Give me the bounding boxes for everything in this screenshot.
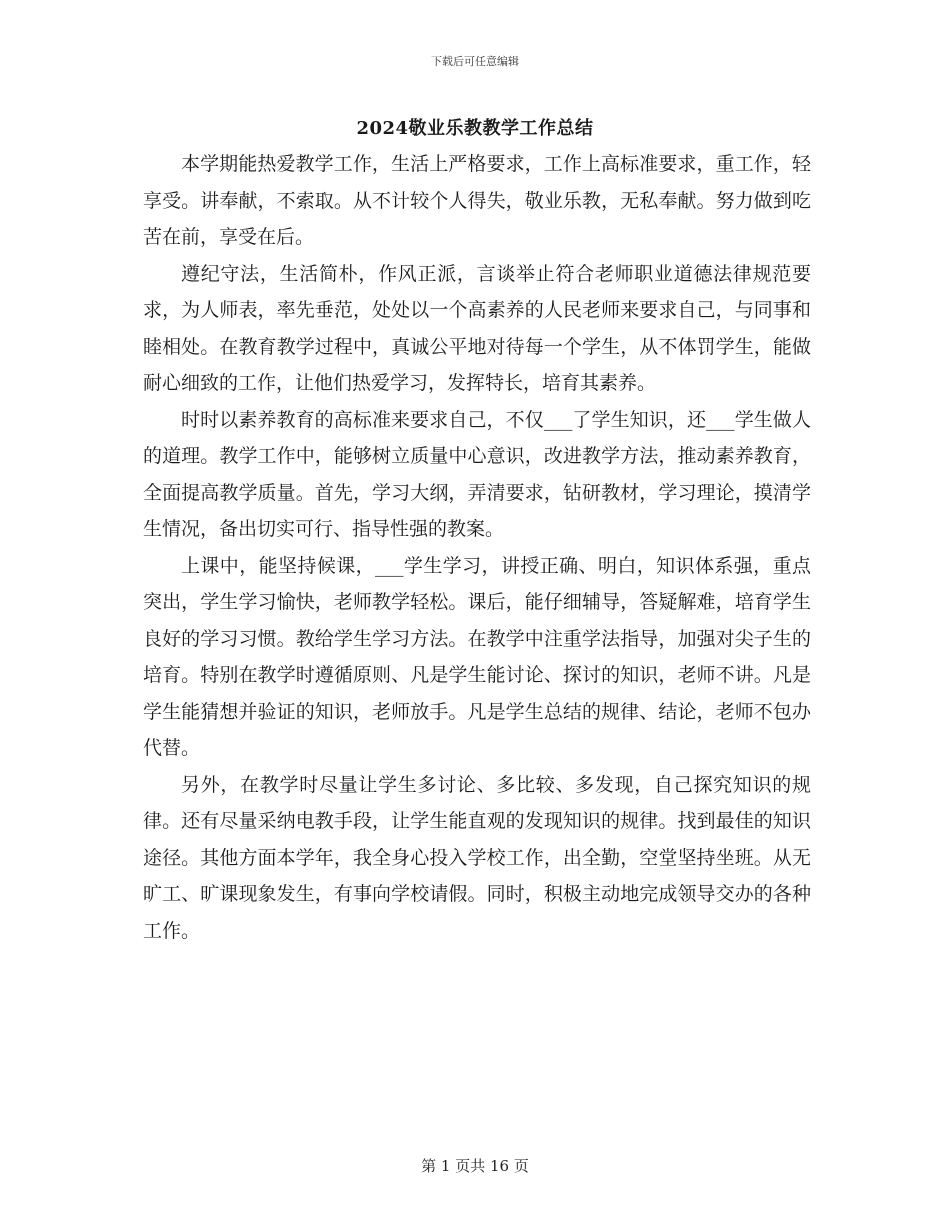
document-body (143, 146, 811, 949)
header-note: 下载后可任意编辑 (431, 55, 519, 68)
paragraph-2: 遵纪守法，生活简朴，作风正派，言谈举止符合老师职业道德法律规范要求，为人师表，率先垂范，处处以一个高素养的人民老师来要求自己，与同事和睦相处。在教育教学过程中，真诚公平地对待每一个学生，从不体罚学生，能做耐心细致的工作，让他们热爱学习，发挥特长，培育其素养。 (143, 262, 811, 394)
paragraph-5: 另外，在教学时尽量让学生多讨论、多比较、多发现，自己探究知识的规律。还有尽量采纳电教手段，让学生能直观的发现知识的规律。找到最佳的知识途径。其他方面本学年，我全身心投入学校工作，出全勤，空堂坚持坐班。从无旷工、旷课现象发生，有事向学校请假。同时，积极主动地完成领导交办的各种工作。 (143, 773, 811, 942)
paragraph-4: 上课中，能坚持候课，___学生学习，讲授正确、明白，知识体系强，重点突出，学生学习愉快，老师教学轻松。课后，能仔细辅导，答疑解难，培育学生良好的学习习惯。教给学生学习方法。在教学中注重学法指导，加强对尖子生的培育。特别在教学时遵循原则、凡是学生能讨论、探讨的知识，老师不讲。凡是学生能猜想并验证的知识，老师放手。凡是学生总结的规律、结论，老师不包办代替。 (143, 554, 811, 759)
page-footer: 第 1 页共 16 页 (421, 1157, 529, 1175)
paragraph-3: 时时以素养教育的高标准来要求自己，不仅___了学生知识，还___学生做人的道理。教学工作中，能够树立质量中心意识，改进教学方法，推动素养教育，全面提高教学质量。首先，学习大纲，弄清要求，钻研教材，学习理论，摸清学生情况，备出切实可行、指导性强的教案。 (143, 408, 811, 540)
document-title: 2024敬业乐教教学工作总结 (356, 118, 594, 139)
paragraph-1: 本学期能热爱教学工作，生活上严格要求，工作上高标准要求，重工作，轻享受。讲奉献，不索取。从不计较个人得失，敬业乐教，无私奉献。努力做到吃苦在前，享受在后。 (143, 153, 811, 248)
